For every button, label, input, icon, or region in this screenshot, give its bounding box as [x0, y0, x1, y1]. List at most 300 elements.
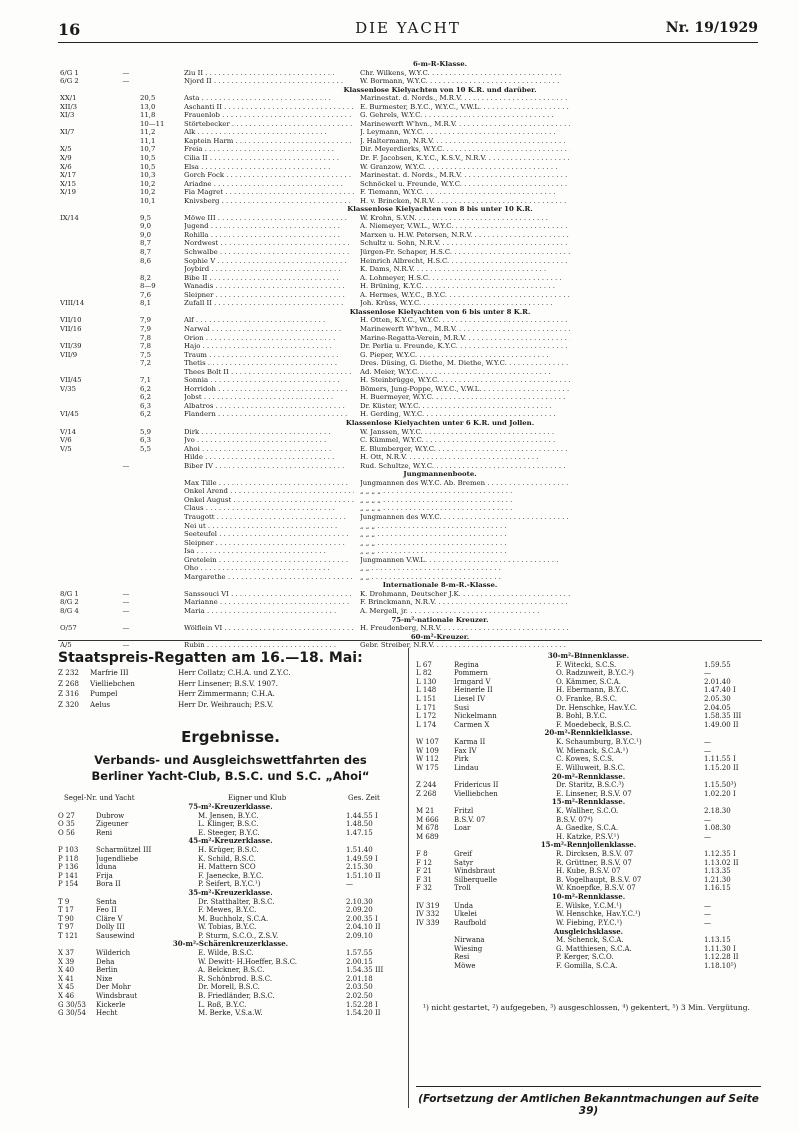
register-row [60, 120, 760, 129]
owner-club: H. Buermeyer, W.Y.C. . . . [360, 393, 570, 402]
yacht-name: Pirk [454, 755, 469, 764]
yacht-name: B.S.V. 07 [454, 815, 486, 824]
owner-club: Chr. Wilkens, W.Y.C. . . . [360, 69, 570, 78]
owner-club: Jürgen-Fr. Schaper, H.S.C. . . . [360, 248, 570, 257]
register-row [60, 342, 760, 351]
register-row [60, 410, 760, 419]
staatspreis-row [58, 700, 403, 711]
rating-value: 7,5 [140, 350, 151, 359]
yacht-name: Onkel Arend . . . [184, 487, 354, 496]
sail-sign: XI/7 [60, 128, 75, 137]
yacht-name: Hecht [96, 1009, 118, 1018]
yacht-name: Traum . . . [184, 351, 354, 360]
total-time: — [704, 746, 711, 755]
results-row [416, 910, 761, 919]
class-heading-text: Klassenlose Kielyachten von 6 bis unter 8 K.R. [349, 307, 531, 316]
rating-dash: — [122, 589, 130, 598]
owner-club: A. Mergell, jr. . . . [360, 607, 570, 616]
rating-value: 7,6 [140, 290, 151, 299]
total-time: 1.51.40 [346, 845, 373, 854]
class-heading-text: 75-m²-nationale Kreuzer. [391, 615, 489, 624]
owner-club: Jungmannen V.W.L. . . . [360, 556, 570, 565]
total-time: 1.08.30 [704, 824, 731, 833]
continuation-note: (Fortsetzung der Amtlichen Bekanntmachungen auf Seite 39) [416, 1086, 761, 1117]
results-row [58, 812, 403, 821]
total-time: 1.13.02 II [704, 858, 739, 867]
owner-club: Rud. Schultze, W.Y.C. . . . [360, 462, 570, 471]
yacht-name: Dolly III [96, 923, 125, 932]
results-row [58, 906, 403, 915]
yacht-name: Wanadis . . . [184, 282, 354, 291]
results-row [416, 807, 761, 816]
rating-dash: — [122, 461, 130, 470]
sail-number: P 136 [58, 863, 79, 872]
sail-number: M 21 [416, 806, 435, 815]
yacht-name: Ziu II . . . [184, 69, 354, 78]
results-left [58, 794, 403, 1017]
results-row [58, 975, 403, 984]
sail-number: P 154 [58, 880, 79, 889]
sail-sign: V/35 [60, 384, 77, 393]
col-boat-header: Segel-Nr. und Yacht [64, 794, 135, 803]
yacht-name: Sophie V . . . [184, 257, 354, 266]
owner-club: Marinestat. d. Nords., M.R.V. . . . [360, 171, 570, 180]
yacht-name: Irmgard V [454, 677, 491, 686]
magazine-title: DIE YACHT [355, 19, 461, 37]
owner-club: H. Freudenberg, N.R.V. . . . [360, 624, 570, 633]
results-row [58, 966, 403, 975]
total-time: — [704, 815, 711, 824]
sail-number: L 67 [416, 660, 432, 669]
sail-number: P 141 [58, 871, 79, 880]
rating-value: 10,5 [140, 154, 156, 163]
yacht-name: Pommern [454, 669, 488, 678]
owner-club: W. Krohn, S.V.N. . . . [360, 214, 570, 223]
class-heading [60, 581, 760, 590]
sail-number: T 121 [58, 931, 79, 940]
owner-club: W. Bormann, W.Y.C. . . . [360, 77, 570, 86]
yacht-name: Senta [96, 897, 117, 906]
sail-number: G 30/53 [58, 1000, 86, 1009]
sail-sign: VII/39 [60, 342, 82, 351]
rating-value: 10,7 [140, 145, 156, 154]
owner-club: Herr Zimmermann; C.H.A. [178, 689, 275, 699]
yacht-name: Unda [454, 901, 474, 910]
sail-sign: VI/45 [60, 410, 79, 419]
rating-value: 8,2 [140, 273, 151, 282]
owner-club: B.S.V. 07⁴) [556, 815, 593, 824]
register-row [60, 530, 760, 539]
owner-club: Dr. Küster, W.Y.C. . . . [360, 402, 570, 411]
rating-value: 7,2 [140, 359, 151, 368]
yacht-name: Horridoh . . . [184, 385, 354, 394]
register-row [60, 103, 760, 112]
yacht-name: Vielliebchen [90, 678, 135, 688]
sail-number: F 8 [416, 850, 428, 859]
register-row [60, 180, 760, 189]
sail-sign: VIII/14 [60, 299, 85, 308]
register-row [60, 522, 760, 531]
register-row [60, 359, 760, 368]
yacht-name: Möwe [454, 961, 476, 970]
sail-sign: VII/45 [60, 376, 82, 385]
yacht-name: Karma II [454, 738, 486, 747]
register-row [60, 598, 760, 607]
yacht-name: Dubrow [96, 811, 125, 820]
register-row [60, 556, 760, 565]
page-header [58, 16, 758, 46]
header-rule [58, 42, 758, 43]
rating-value: 10,2 [140, 179, 156, 188]
register-row [60, 453, 760, 462]
total-time: — [704, 910, 711, 919]
results-row [416, 945, 761, 954]
owner-club: K. Wallher, S.C.O. [556, 806, 619, 815]
rating-value: 6,2 [140, 384, 151, 393]
total-time: 1.44.55 I [346, 811, 378, 820]
yacht-name: Isa . . . [184, 547, 354, 556]
sail-number: O 35 [58, 820, 75, 829]
register-row [60, 368, 760, 377]
owner-club: F. Gomilla, S.C.A. [556, 961, 618, 970]
sail-sign: X/15 [60, 179, 76, 188]
results-row [416, 824, 761, 833]
owner-club: H. Katzke, P.S.V.¹) [556, 832, 620, 841]
class-heading-text: Internationale 8-m-R.-Klasse. [382, 581, 498, 590]
class-name: 35-m²-Kreuzerklasse. [188, 888, 273, 897]
yacht-name: Zufall II . . . [184, 299, 354, 308]
yacht-name: Kaptein Harm . . . [184, 137, 354, 146]
owner-club: Marinewerft W'hvn., M.R.V. . . . [360, 325, 570, 334]
register-row [60, 274, 760, 283]
owner-club: H. Ebermann, B.Y.C. [556, 686, 629, 695]
owner-club: A. Hermes, W.Y.C., B.Y.C. . . . [360, 291, 570, 300]
sail-number: X 46 [58, 992, 75, 1001]
register-row [60, 641, 760, 650]
owner-club: C. Kowes, S.C.S. [556, 755, 614, 764]
results-row [416, 695, 761, 704]
sail-number: IV 319 [416, 901, 440, 910]
owner-club: A. Lohmeyer, H.S.C. . . . [360, 274, 570, 283]
rating-value: 13,0 [140, 102, 156, 111]
results-row [416, 678, 761, 687]
owner-club: G. Pieper, W.Y.C. . . . [360, 351, 570, 360]
register-row [60, 402, 760, 411]
owner-club: „ „ „ . . . [360, 522, 570, 531]
owner-club: Dr. Statthalter, B.S.C. [198, 897, 275, 906]
yacht-name: Greif [454, 850, 472, 859]
results-class-heading [416, 893, 761, 902]
yacht-name: Cläre V [96, 914, 123, 923]
staatspreis-title: Staatspreis-Regatten am 16.—18. Mai: [58, 650, 363, 666]
owner-club: H. Steinbrügge, W.Y.C. . . . [360, 376, 570, 385]
owner-club: „ „ „ . . . [360, 547, 570, 556]
sail-sign: V/6 [60, 436, 72, 445]
sail-number: IV 332 [416, 910, 440, 919]
yacht-name: Onkel August . . . [184, 496, 354, 505]
total-time: 1.57.55 [346, 949, 373, 958]
staatspreis-row [58, 668, 403, 679]
sail-number: F 12 [416, 858, 432, 867]
results-row [58, 923, 403, 932]
sail-number: L 130 [416, 677, 437, 686]
owner-club: L. Klinger, B.S.C. [198, 820, 259, 829]
sail-number: W 175 [416, 763, 439, 772]
yacht-name: Feo II [96, 906, 117, 915]
owner-club: M. Jensen, B.Y.C. [198, 811, 259, 820]
sail-sign: 8/G 4 [60, 607, 79, 615]
owner-club: Jungmannen des W.Y.C. Ab. Bremen . . . [360, 479, 570, 488]
rating-value: 11,1 [140, 136, 156, 145]
register-row [60, 624, 760, 633]
sail-number: G 30/54 [58, 1009, 86, 1018]
yacht-name: Satyr [454, 858, 474, 867]
rating-value: 5,9 [140, 427, 151, 436]
total-time: 1.16.15 [704, 884, 731, 893]
yacht-name: Troll [454, 884, 471, 893]
sail-number: T 9 [58, 897, 70, 906]
owner-club: E. Wilde, B.S.C. [198, 949, 254, 958]
class-heading [60, 205, 760, 214]
total-time: 1.54.20 II [346, 1009, 381, 1018]
yacht-name: Reni [96, 828, 113, 837]
owner-club: H. Otten, K.Y.C., W.Y.C. . . . [360, 316, 570, 325]
yacht-name: Traugott . . . [184, 513, 354, 522]
total-time: — [704, 832, 711, 841]
rating-value: 9,5 [140, 213, 151, 222]
owner-club: Marine-Regatta-Verein, M.R.V. . . . [360, 334, 570, 343]
owner-club: H. Krüger, B.S.C. [198, 845, 259, 854]
sail-sign: 8/G 2 [60, 598, 79, 607]
sail-sign: XX/1 [60, 94, 77, 103]
owner-club: Herr Linsener; B.S.V. 1907. [178, 678, 278, 688]
column-divider [408, 648, 409, 1108]
results-row [416, 902, 761, 911]
yacht-name: Vielliebchen [454, 789, 498, 798]
register-row [60, 351, 760, 360]
total-time: 2.10.30 [346, 897, 373, 906]
owner-club: W. Knoepfke, B.S.V. 07 [556, 884, 636, 893]
owner-club: L. Roß, B.Y.C. [198, 1000, 247, 1009]
rating-dash: — [122, 598, 130, 607]
owner-club: E. Blumberger, W.Y.C. . . . [360, 445, 570, 454]
results-row [416, 953, 761, 962]
yacht-name: Nordwest . . . [184, 239, 354, 248]
total-time: 1.11.30 I [704, 944, 736, 953]
owner-club: A. Belckner, B.S.C. [198, 966, 265, 975]
yacht-name: Sleipner . . . [184, 291, 354, 300]
sail-number: W 109 [416, 746, 439, 755]
yacht-name: Störtebecker . . . [184, 120, 354, 129]
yacht-name: Elsa . . . [184, 163, 354, 172]
results-class-heading [416, 652, 761, 661]
register-row [60, 539, 760, 548]
rating-value: 20,5 [140, 94, 156, 103]
owner-club: K. Schaumburg, B.Y.C.¹) [556, 738, 642, 747]
results-row [416, 712, 761, 721]
register-row [60, 188, 760, 197]
sail-number: Z 316 [58, 689, 79, 699]
results-row [416, 936, 761, 945]
register-row [60, 376, 760, 385]
register-row [60, 291, 760, 300]
sail-sign: A/5 [60, 641, 72, 650]
owner-club: Herr Dr. Weihrauch; P.S.V. [178, 699, 274, 709]
rating-value: 10,5 [140, 162, 156, 171]
yacht-name: Albatros . . . [184, 402, 354, 411]
ergebnisse-title: Ergebnisse. [181, 728, 280, 747]
total-time: 1.49.00 II [704, 720, 739, 729]
rating-dash: — [122, 68, 130, 77]
total-time: 1.13.35 [704, 867, 731, 876]
register-row [60, 385, 760, 394]
sail-number: O 27 [58, 811, 75, 820]
yacht-name: Nei ut . . . [184, 522, 354, 531]
results-row [416, 816, 761, 825]
rating-dash: — [122, 624, 130, 633]
owner-club: Dr. Morell, B.S.C. [198, 983, 260, 992]
owner-club: H. Mattern SCO [198, 863, 256, 872]
yacht-name: Claus . . . [184, 504, 354, 513]
yacht-name: Joybird . . . [184, 265, 354, 274]
owner-club: H. Brüning, K.Y.C. . . . [360, 282, 570, 291]
yacht-name: Regina [454, 660, 479, 669]
register-row [60, 299, 760, 308]
sail-number: M 689 [416, 832, 439, 841]
results-row [416, 867, 761, 876]
yacht-name: Möwe III . . . [184, 214, 354, 223]
register-row [60, 590, 760, 599]
owner-club: Dr. F. Jacobsen, K.Y.C., K.S.V., N.R.V. . . . [360, 154, 570, 163]
owner-club: J. Leymann, W.Y.C. . . . [360, 128, 570, 137]
owner-club: W. Henschke, Hav.Y.C.¹) [556, 910, 641, 919]
yacht-name: Bora II [96, 880, 121, 889]
yacht-name: Liesel IV [454, 695, 486, 704]
yacht-name: Windsbraut [96, 992, 138, 1001]
owner-club: F. Tiemann, W.Y.C. . . . [360, 188, 570, 197]
yacht-name: Silberquelle [454, 875, 497, 884]
yacht-name: Frija [96, 871, 113, 880]
register-row [60, 393, 760, 402]
sail-sign: VII/10 [60, 316, 82, 325]
rating-value: 11,8 [140, 111, 156, 120]
owner-club: J. Haltermann, N.R.V. . . . [360, 137, 570, 146]
rating-value: 8—9 [140, 282, 156, 291]
footnote: ¹) nicht gestartet, ²) aufgegeben, ³) ausgeschlossen, ⁴) gekentert, ⁵) 3 Min. Vergütung. [423, 1003, 750, 1012]
yacht-name: Aschanti II . . . [184, 103, 354, 112]
owner-club: Dr. Henschke, Hav.Y.C. [556, 703, 638, 712]
yacht-name: Narwal . . . [184, 325, 354, 334]
yacht-name: Resi [454, 953, 470, 962]
yacht-name: Thees Bolt II . . . [184, 368, 354, 377]
staatspreis-row [58, 689, 403, 700]
yacht-name: Marianne . . . [184, 598, 354, 607]
owner-club: F. Mewes, B.Y.C. [198, 906, 257, 915]
total-time: 2.15.30 [346, 863, 373, 872]
results-row [58, 880, 403, 889]
results-column-headers [58, 794, 403, 803]
sail-sign: V/14 [60, 427, 77, 436]
results-row [416, 755, 761, 764]
class-heading [60, 86, 760, 95]
results-row [416, 962, 761, 971]
results-class-heading [58, 889, 403, 898]
class-heading [60, 470, 760, 479]
total-time: 1.48.50 [346, 820, 373, 829]
class-name: 45-m²-Kreuzerklasse. [188, 837, 273, 846]
register-row [60, 513, 760, 522]
register-row [60, 239, 760, 248]
class-name: 15-m²-Rennklasse. [551, 798, 626, 807]
total-time: 1.47.40 I [704, 686, 736, 695]
owner-club: O. Radzuweit, B.Y.C.²) [556, 669, 634, 678]
class-heading [60, 419, 760, 428]
total-time: 1.02.20 I [704, 789, 736, 798]
results-row [58, 898, 403, 907]
yacht-name: Windsbraut [454, 867, 496, 876]
owner-club: R. Grüttner, B.S.V. 07 [556, 858, 632, 867]
results-row [416, 876, 761, 885]
results-right [416, 652, 761, 971]
total-time: 1.54.35 III [346, 966, 384, 975]
rating-value: 8,7 [140, 248, 151, 257]
yacht-name: Freia . . . [184, 145, 354, 154]
total-time: 2.01.40 [704, 677, 731, 686]
sail-sign: O/57 [60, 624, 77, 633]
total-time: 1.59.55 [704, 660, 731, 669]
register-row [60, 462, 760, 471]
results-row [58, 949, 403, 958]
yacht-name: Fax IV [454, 746, 477, 755]
yacht-name: Carmen X [454, 720, 490, 729]
register-row [60, 428, 760, 437]
total-time: 1.15.50³) [704, 781, 737, 790]
total-time: 1.12.28 II [704, 953, 739, 962]
sail-number: F 32 [416, 884, 432, 893]
owner-club: K. Drohmann, Deutscher J.K. . . . [360, 590, 570, 599]
sail-number: L 148 [416, 686, 437, 695]
sail-number: X 40 [58, 966, 75, 975]
rating-value: 5,5 [140, 444, 151, 453]
yacht-name: Fridericus II [454, 781, 499, 790]
owner-club: F. Moedebeck, B.S.C. [556, 720, 632, 729]
yacht-name: Frauenlob . . . [184, 111, 354, 120]
yacht-name: Schwalbe . . . [184, 248, 354, 257]
yacht-name: Njord II . . . [184, 77, 354, 86]
rating-dash: — [122, 641, 130, 650]
owner-club: F. Jaenecke, B.Y.C. [198, 871, 264, 880]
rating-value: 6,2 [140, 393, 151, 402]
register-row [60, 564, 760, 573]
sail-number: X 39 [58, 957, 75, 966]
owner-club: „ „ „ „ . . . [360, 487, 570, 496]
owner-club: R. Schönbrod. B.S.C. [198, 974, 273, 983]
yacht-name: Jugend . . . [184, 222, 354, 231]
yacht-name: Iduna [96, 863, 117, 872]
sail-number: X 37 [58, 949, 75, 958]
section-divider [58, 640, 762, 641]
results-row [58, 863, 403, 872]
yacht-name: Seeteufel . . . [184, 530, 354, 539]
class-name: Ausgleichsklasse. [553, 927, 624, 936]
total-time: 1.49.59 I [346, 854, 378, 863]
rating-value: 7,9 [140, 316, 151, 325]
yacht-name: Deha [96, 957, 115, 966]
owner-club: A. Gaedke, S.C.A. [556, 824, 619, 833]
owner-club: P. Seifert, B.Y.C.¹) [198, 880, 261, 889]
total-time: 2.04.10 II [346, 923, 381, 932]
register-row [60, 69, 760, 78]
